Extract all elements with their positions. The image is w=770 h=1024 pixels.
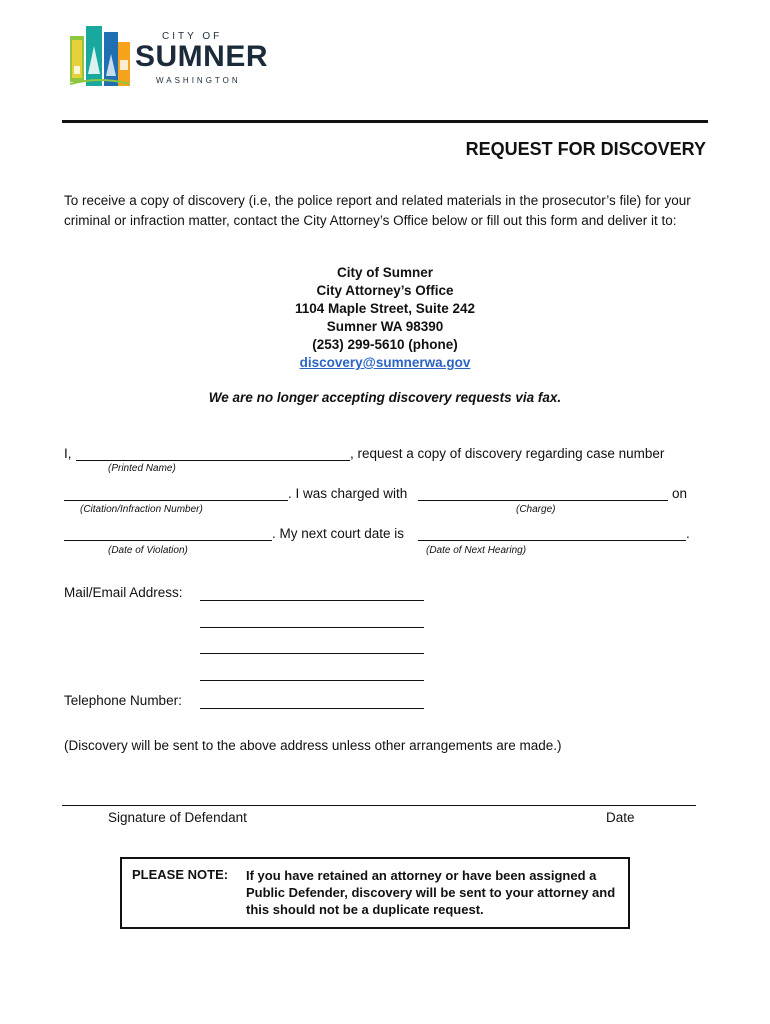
fax-notice: We are no longer accepting discovery requests via fax. — [208, 390, 562, 405]
printed-name-hint: (Printed Name) — [108, 463, 176, 474]
telephone-label: Telephone Number: — [64, 693, 182, 708]
date-label: Date — [606, 810, 635, 825]
note-text: If you have retained an attorney or have been assigned a Public Defender, discovery will be sent to your attorney and this should not be a duplicate request. — [246, 868, 616, 917]
mail-address-line-2[interactable] — [200, 627, 424, 628]
logo-city-name: SUMNER — [135, 40, 269, 73]
please-note-box — [120, 857, 630, 929]
city-logo-icon — [70, 26, 130, 88]
row2-mid: . I was charged with — [288, 486, 408, 501]
hearing-date-hint: (Date of Next Hearing) — [426, 545, 527, 556]
page-title: REQUEST FOR DISCOVERY — [465, 139, 706, 159]
address-line-city: City of Sumner — [336, 265, 433, 280]
mail-address-line-1[interactable] — [200, 600, 424, 601]
email-link[interactable]: discovery@sumnerwa.gov — [299, 355, 471, 370]
row2-end: on — [672, 486, 688, 501]
violation-date-hint: (Date of Violation) — [108, 545, 188, 556]
office-address — [0, 264, 770, 372]
address-line-citystate: Sumner WA 98390 — [326, 319, 444, 334]
address-line-street: 1104 Maple Street, Suite 242 — [294, 301, 476, 316]
row1-suffix: , request a copy of discovery regarding case number — [350, 446, 665, 461]
charge-hint: (Charge) — [516, 504, 556, 515]
mail-address-line-4[interactable] — [200, 680, 424, 681]
row3-end: . — [686, 526, 690, 541]
address-line-phone: (253) 299-5610 (phone) — [312, 337, 458, 352]
address-line-office: City Attorney’s Office — [316, 283, 454, 298]
hearing-date-field[interactable] — [418, 540, 686, 541]
address-note: (Discovery will be sent to the above address unless other arrangements are made.) — [64, 738, 562, 753]
violation-date-field[interactable] — [64, 540, 272, 541]
intro-paragraph: To receive a copy of discovery (i.e, the police report and related materials in the prosecutor’s file) for your criminal or infraction matter, contact the City Attorney’s Office below or fill out this form and deliver it to: — [64, 193, 691, 228]
note-label: PLEASE NOTE: — [132, 867, 229, 882]
logo-state: WASHINGTON — [156, 76, 241, 85]
signature-label: Signature of Defendant — [108, 810, 247, 825]
charge-field[interactable] — [418, 500, 668, 501]
citation-hint: (Citation/Infraction Number) — [80, 504, 203, 515]
row3-mid: . My next court date is — [272, 526, 405, 541]
telephone-field[interactable] — [200, 708, 424, 709]
header-divider — [62, 120, 708, 123]
mail-address-label: Mail/Email Address: — [64, 585, 183, 600]
row1-prefix: I, — [64, 446, 72, 461]
citation-number-field[interactable] — [64, 500, 288, 501]
mail-address-line-3[interactable] — [200, 653, 424, 654]
printed-name-field[interactable] — [76, 460, 350, 461]
logo-city-of: CITY OF — [162, 31, 223, 42]
signature-line[interactable] — [62, 805, 696, 806]
